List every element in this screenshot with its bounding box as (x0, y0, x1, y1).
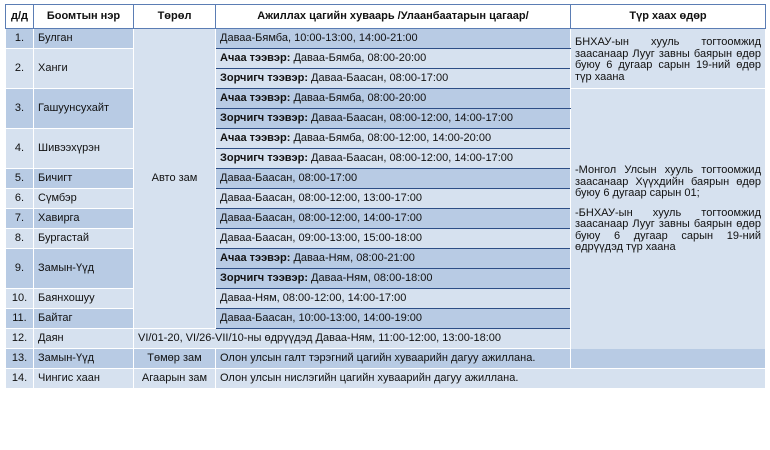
schedule-cell: Даваа-Баасан, 09:00-13:00, 15:00-18:00 (216, 229, 571, 249)
schedule-cell: Даваа-Баасан, 08:00-12:00, 13:00-17:00 (216, 189, 571, 209)
header-port-name: Боомтын нэр (34, 5, 134, 29)
port-name: Даян (34, 329, 134, 349)
type-cell: Төмөр зам (134, 349, 216, 369)
header-num: д/д (6, 5, 34, 29)
port-name: Сүмбэр (34, 189, 134, 209)
header-schedule: Ажиллах цагийн хуваарь /Улаанбаатарын цагаар/ (216, 5, 571, 29)
port-name: Чингис хаан (34, 369, 134, 389)
row-num: 4. (6, 129, 34, 169)
schedule-cell: Олон улсын нислэгийн цагийн хуваарийн дагуу ажиллана. (216, 369, 766, 389)
schedule-cell: Олон улсын галт тэрэгний цагийн хуваарийн дагуу ажиллана. (216, 349, 766, 369)
schedule-cell (216, 269, 571, 289)
port-name: Хавирга (34, 209, 134, 229)
row-num: 1. (6, 29, 34, 49)
row-num: 3. (6, 89, 34, 129)
port-name: Бургастай (34, 229, 134, 249)
row-num: 6. (6, 189, 34, 209)
schedule-cell (216, 149, 571, 169)
schedule-cell (216, 89, 571, 109)
schedule-value: Даваа-Бямба, 08:00-12:00, 14:00-20:00 (290, 132, 492, 144)
row-num: 8. (6, 229, 34, 249)
schedule-label: Ачаа тээвэр: (220, 252, 291, 264)
row-num: 11. (6, 309, 34, 329)
schedule-value: Даваа-Баасан, 08:00-17:00 (307, 72, 449, 84)
schedule-cell: Даваа-Ням, 08:00-12:00, 14:00-17:00 (216, 289, 571, 309)
schedule-cell (216, 69, 571, 89)
schedule-cell (216, 249, 571, 269)
row-num: 12. (6, 329, 34, 349)
schedule-cell: Даваа-Баасан, 08:00-17:00 (216, 169, 571, 189)
header-row (6, 5, 766, 29)
row-num: 14. (6, 369, 34, 389)
type-cell: Агаарын зам (134, 369, 216, 389)
schedule-cell: VI/01-20, VI/26-VII/10-ны өдрүүдэд Даваа-Ням, 11:00-12:00, 13:00-18:00 (134, 329, 571, 349)
schedule-value: Даваа-Бямба, 08:00-20:00 (290, 92, 427, 104)
schedule-cell: Даваа-Баасан, 10:00-13:00, 14:00-19:00 (216, 309, 571, 329)
schedule-label: Ачаа тээвэр: (220, 132, 291, 144)
closed-note-1 (571, 29, 766, 89)
schedule-label: Зорчигч тээвэр: (220, 112, 308, 124)
row-num: 7. (6, 209, 34, 229)
port-name: Байтаг (34, 309, 134, 329)
closed-note-text: БНХАУ-ын хууль тогтоомжид заасанаар Лууг завны баярын өдөр буюу 6 дугаар сарын 19-ний өдөр түр хаана (575, 36, 761, 83)
schedule-cell: Даваа-Баасан, 08:00-12:00, 14:00-17:00 (216, 209, 571, 229)
table-row (6, 349, 766, 369)
schedule-cell (216, 49, 571, 69)
port-name: Гашуунсухайт (34, 89, 134, 129)
schedule-value: Даваа-Бямба, 08:00-20:00 (290, 52, 427, 64)
port-name: Булган (34, 29, 134, 49)
schedule-value: Даваа-Ням, 08:00-18:00 (307, 272, 433, 284)
schedule-cell (216, 109, 571, 129)
port-name: Шивээхүрэн (34, 129, 134, 169)
schedule-label: Ачаа тээвэр: (220, 52, 291, 64)
header-closed-days: Түр хаах өдөр (571, 5, 766, 29)
port-name: Замын-Үүд (34, 349, 134, 369)
schedule-label: Ачаа тээвэр: (220, 92, 291, 104)
port-name: Ханги (34, 49, 134, 89)
header-type: Төрөл (134, 5, 216, 29)
row-num: 5. (6, 169, 34, 189)
table-row (6, 89, 766, 109)
schedule-value: Даваа-Баасан, 08:00-12:00, 14:00-17:00 (307, 112, 514, 124)
port-name: Бичигт (34, 169, 134, 189)
row-num: 2. (6, 49, 34, 89)
port-name: Баянхошуу (34, 289, 134, 309)
row-num: 13. (6, 349, 34, 369)
schedule-value: Даваа-Ням, 08:00-21:00 (290, 252, 415, 264)
schedule-label: Зорчигч тээвэр: (220, 272, 308, 284)
port-name: Замын-Үүд (34, 249, 134, 289)
schedule-cell: Даваа-Бямба, 10:00-13:00, 14:00-21:00 (216, 29, 571, 49)
schedule-label: Зорчигч тээвэр: (220, 152, 308, 164)
closed-note-2 (571, 89, 766, 369)
schedule-cell (216, 129, 571, 149)
table-row (6, 369, 766, 389)
closed-note-text-b: -БНХАУ-ын хууль тогтоомжид заасанаар Лууг завны баярын өдөр буюу 6 дугаар сарын 19-ний өдрүүдэд түр хаана (575, 206, 761, 253)
row-num: 10. (6, 289, 34, 309)
schedule-value: Даваа-Баасан, 08:00-12:00, 14:00-17:00 (307, 152, 514, 164)
row-num: 9. (6, 249, 34, 289)
closed-note-text-a: -Монгол Улсын хууль тогтоомжид заасанаар Хүүхдийн баярын өдөр буюу 6 дугаар сарын 01; (575, 164, 761, 199)
schedule-label: Зорчигч тээвэр: (220, 72, 308, 84)
table-row (6, 29, 766, 49)
type-auto: Авто зам (134, 29, 216, 329)
border-ports-schedule-table (5, 4, 766, 389)
